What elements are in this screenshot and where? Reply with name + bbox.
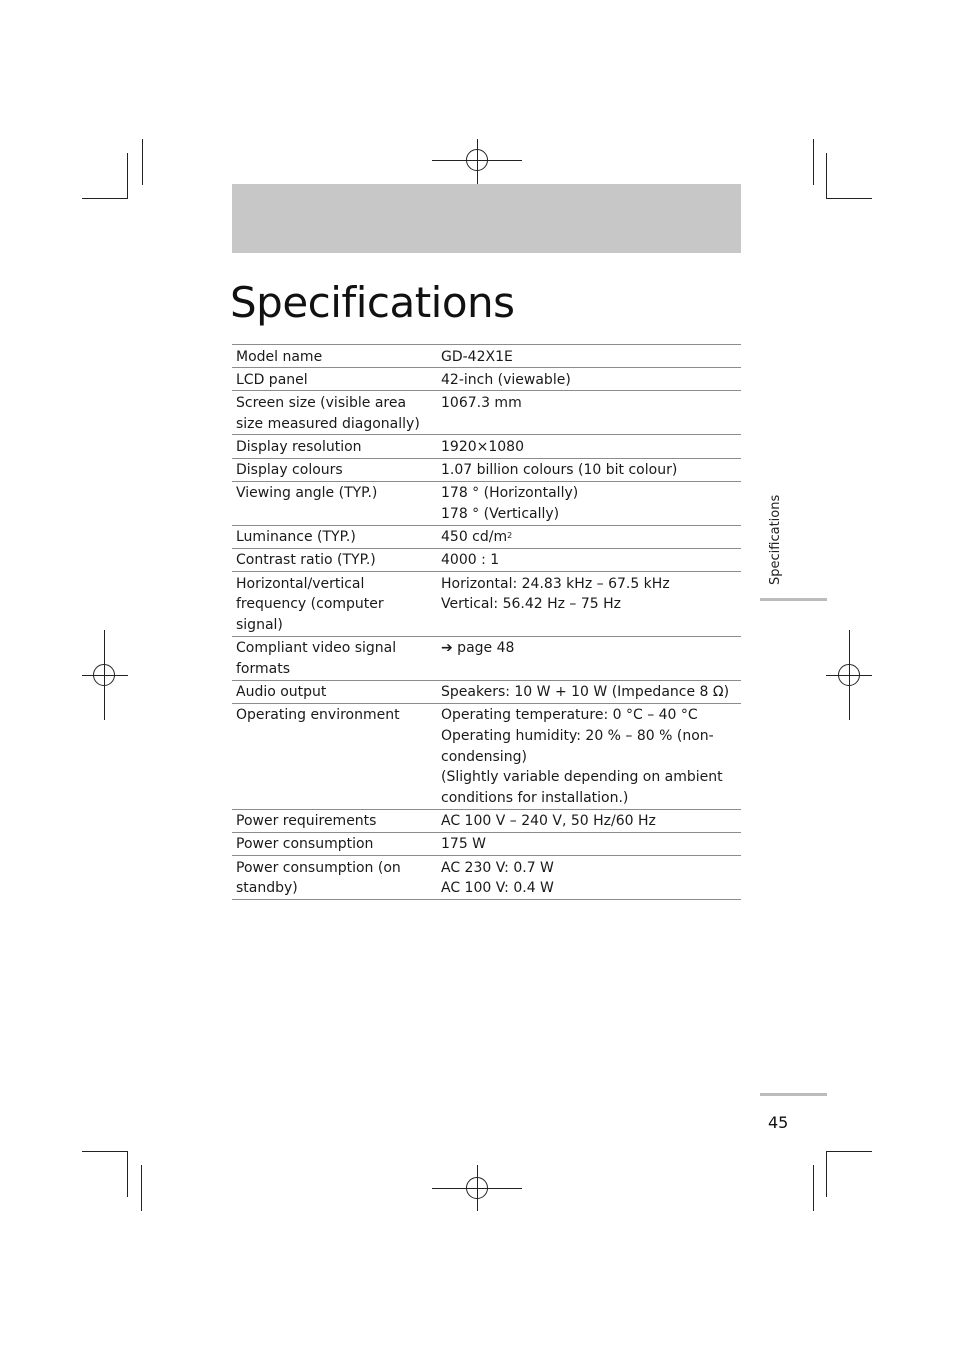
table-row <box>232 703 741 809</box>
spec-value-text: 178 ° (Horizontally) <box>441 485 579 502</box>
spec-value-line <box>441 858 741 879</box>
spec-value-text: condensing) <box>441 748 527 765</box>
spec-value-text: 42-inch (viewable) <box>441 371 571 388</box>
spec-label-line: frequency (computer <box>236 596 384 613</box>
spec-value-line <box>441 834 741 855</box>
spec-value-text: Horizontal: 24.83 kHz – 67.5 kHz <box>441 575 670 592</box>
crop-mark <box>826 198 872 199</box>
spec-value-text: GD-42X1E <box>441 348 513 365</box>
spec-value <box>437 680 741 703</box>
spec-label-line: Display resolution <box>236 438 362 455</box>
table-row <box>232 368 741 391</box>
spec-label-line: standby) <box>236 880 298 897</box>
spec-value <box>437 572 741 637</box>
spec-value-text: 4000 : 1 <box>441 552 500 569</box>
spec-value-line <box>441 594 741 615</box>
spec-value-text: Operating humidity: 20 % – 80 % (non- <box>441 727 714 744</box>
spec-label <box>232 391 437 435</box>
spec-label-line: Screen size (visible area <box>236 394 407 411</box>
spec-value-line <box>441 347 741 368</box>
spec-value <box>437 481 741 525</box>
table-row <box>232 481 741 525</box>
spec-value <box>437 636 741 680</box>
spec-value-text: Speakers: 10 W + 10 W (Impedance 8 Ω) <box>441 684 730 701</box>
spec-value-text: 1067.3 mm <box>441 394 522 411</box>
spec-value-line <box>441 550 741 571</box>
spec-value-line <box>441 483 741 504</box>
table-row <box>232 458 741 481</box>
spec-value-text: AC 100 V: 0.4 W <box>441 880 554 897</box>
spec-value <box>437 703 741 809</box>
spec-label <box>232 481 437 525</box>
spec-value <box>437 856 741 900</box>
spec-label-line: signal) <box>236 616 283 633</box>
spec-value <box>437 548 741 571</box>
spec-value-text: 450 cd/m <box>441 529 508 546</box>
spec-value-line <box>441 504 741 525</box>
spec-value-line <box>441 437 741 458</box>
spec-label-line: LCD panel <box>236 371 308 388</box>
spec-value-text: AC 230 V: 0.7 W <box>441 859 554 876</box>
spec-value-text: AC 100 V – 240 V, 50 Hz/60 Hz <box>441 813 656 830</box>
spec-label <box>232 548 437 571</box>
spec-value-line <box>441 460 741 481</box>
spec-label <box>232 832 437 855</box>
spec-value <box>437 832 741 855</box>
spec-value-line <box>441 574 741 595</box>
crop-mark <box>82 1151 128 1152</box>
spec-value-text: Vertical: 56.42 Hz – 75 Hz <box>441 596 622 613</box>
crop-mark <box>813 139 814 185</box>
spec-value-text: 175 W <box>441 836 487 853</box>
spec-value <box>437 809 741 832</box>
spec-value-line <box>441 682 741 703</box>
spec-value-text: Operating temperature: 0 °C – 40 °C <box>441 707 698 724</box>
crop-mark <box>141 1165 142 1211</box>
spec-value-line <box>441 811 741 832</box>
spec-label <box>232 458 437 481</box>
spec-label-line: formats <box>236 660 291 677</box>
spec-label <box>232 703 437 809</box>
superscript: 2 <box>507 531 513 541</box>
crop-mark <box>127 1151 128 1197</box>
spec-label <box>232 435 437 458</box>
table-row <box>232 435 741 458</box>
spec-label-line: Luminance (TYP.) <box>236 529 356 546</box>
specifications-table <box>232 344 741 900</box>
spec-value-line <box>441 370 741 391</box>
spec-value-text: conditions for installation.) <box>441 790 629 807</box>
spec-label-line: Operating environment <box>236 707 400 724</box>
header-band <box>232 184 741 253</box>
page-title: Specifications <box>230 278 515 327</box>
spec-label-line: Power requirements <box>236 813 377 830</box>
spec-value-line <box>441 393 741 414</box>
spec-value-line <box>441 705 741 726</box>
spec-value-text: 1.07 billion colours (10 bit colour) <box>441 462 678 479</box>
page-number: 45 <box>768 1113 789 1132</box>
spec-label <box>232 856 437 900</box>
spec-value <box>437 525 741 548</box>
spec-value-text: 1920×1080 <box>441 438 524 455</box>
spec-label <box>232 368 437 391</box>
table-row <box>232 572 741 637</box>
crop-mark <box>826 153 827 199</box>
spec-label-line: Viewing angle (TYP.) <box>236 485 378 502</box>
table-row <box>232 636 741 680</box>
spec-label-line: Audio output <box>236 684 327 701</box>
side-tab-rule <box>760 598 827 601</box>
spec-label <box>232 680 437 703</box>
side-tab-label: Specifications <box>768 494 783 585</box>
crop-mark <box>813 1165 814 1211</box>
spec-value-line <box>441 726 741 747</box>
crop-mark <box>826 1151 872 1152</box>
crop-mark <box>82 198 128 199</box>
spec-label-line: Contrast ratio (TYP.) <box>236 552 376 569</box>
spec-value-line <box>441 638 741 659</box>
table-row <box>232 809 741 832</box>
spec-label <box>232 572 437 637</box>
table-row <box>232 832 741 855</box>
spec-label-line: Power consumption (on <box>236 859 401 876</box>
spec-label <box>232 345 437 368</box>
spec-value-line <box>441 878 741 899</box>
spec-value-text: 178 ° (Vertically) <box>441 505 560 522</box>
spec-value-text: ➔ page 48 <box>441 640 515 657</box>
table-row <box>232 391 741 435</box>
spec-value <box>437 391 741 435</box>
spec-label <box>232 525 437 548</box>
spec-label-line: Horizontal/vertical <box>236 575 365 592</box>
spec-value <box>437 435 741 458</box>
crop-mark <box>142 139 143 185</box>
spec-label <box>232 636 437 680</box>
table-row <box>232 525 741 548</box>
crop-mark <box>826 1151 827 1197</box>
spec-value-line <box>441 767 741 788</box>
page-number-rule <box>760 1093 827 1096</box>
spec-value <box>437 368 741 391</box>
crop-mark <box>127 153 128 199</box>
spec-value-line <box>441 788 741 809</box>
spec-value <box>437 345 741 368</box>
spec-value-line <box>441 527 741 548</box>
spec-value-line <box>441 747 741 768</box>
table-row <box>232 548 741 571</box>
table-row <box>232 680 741 703</box>
spec-label-line: Compliant video signal <box>236 640 397 657</box>
spec-label <box>232 809 437 832</box>
table-row <box>232 856 741 900</box>
spec-value <box>437 458 741 481</box>
spec-label-line: size measured diagonally) <box>236 415 420 432</box>
table-row <box>232 345 741 368</box>
spec-value-text: (Slightly variable depending on ambient <box>441 769 723 786</box>
spec-label-line: Power consumption <box>236 836 374 853</box>
spec-label-line: Display colours <box>236 462 343 479</box>
spec-label-line: Model name <box>236 348 323 365</box>
